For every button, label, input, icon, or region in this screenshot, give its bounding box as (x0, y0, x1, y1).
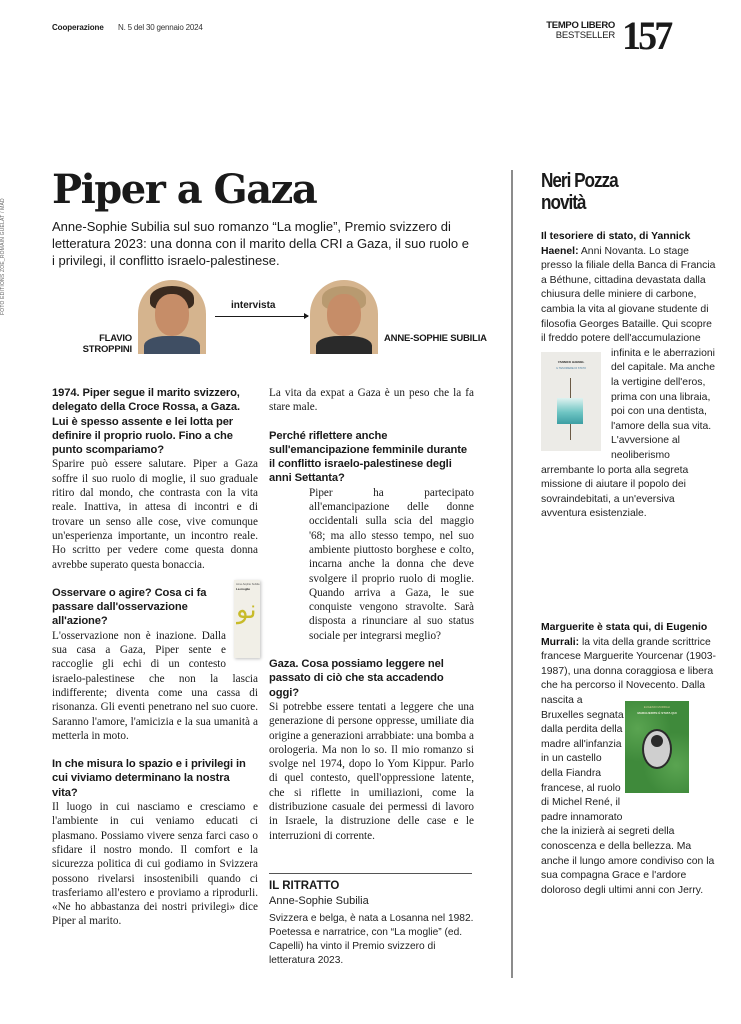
portrait-box-heading: IL RITRATTO (269, 880, 340, 892)
section-divider (269, 873, 472, 874)
answer-2: L'osservazione non è inazione. Dalla sua casa a Gaza, Piper sente e raccoglie gli echi di un contesto israelo-palestinese che non la lascia indifferente; diventa come una cassa di risonanza. Gli eventi penetrano nel suo cuore. Saranno l'amore, l'amicizia e la sua umanità a metterla in moto. (52, 629, 258, 742)
sidebar-rule (511, 170, 513, 978)
book-cover-title: IL TESORIERE DI STATO (556, 367, 586, 370)
book-cover-author: YANNICK HAENEL (557, 360, 585, 364)
book-cover-title: La moglie (236, 587, 251, 591)
book-1-text: Anni Novanta. Lo stage presso la filiale della Banca di Francia a Béthune, cittadina devastata dalla chiusura delle miniere di carbone, cambia la vita al giovane studente di filosofia Georges Bataille. Qui scopre il freddo potere dell'accumulazione infinita e le aberrazioni del capitale. Ma anche la vertigine dell'eros, prima con una libraia, poi con una dentista, l'amore della sua vita. L'avversione al neoliberismo arrembante lo porta alla segreta missione di aiutare il popolo dei sovraindebitati, a un'eversiva avventura esistenziale. (541, 245, 716, 520)
question-2: Osservare o agire? Cosa ci fa passare dall'osservazione all'azione? (52, 586, 207, 628)
book-cover-marguerite (625, 701, 689, 793)
interviewer-portrait (138, 280, 206, 354)
sidebar-title-line-1: Neri Pozza (541, 170, 618, 192)
portrait-box-text: Svizzera e belga, è nata a Losanna nel 1982. Poetessa e narratrice, con “La moglie” (ed. Capelli) ha vinto il Premio svizzero di letteratura 2023. (269, 913, 474, 966)
article-column-2 (269, 386, 474, 843)
photo-credit-text: FOTO EDITIONS ZOÉ_ROMAIN GUÉLAT / MAD (0, 198, 6, 315)
book-wrap-spacer (269, 542, 309, 654)
book-1-heading: Il tesoriere di stato, di Yannick Haenel: (541, 231, 691, 257)
article-title: Piper a Gaza (52, 166, 317, 213)
sidebar-title-line-2: novità (541, 192, 586, 214)
answer-1: Sparire può essere salutare. Piper a Gaza soffre il suo ruolo di moglie, il suo graduale ritiro dal mondo, che contrasta con la vita reale. Inattiva, in attesa di incontri e di trovare un senso alle cose, vive comunque un'esperienza importante, un incontro reale. Ho scritto per vedere come questa donna avrebbe superato questa bonaccia. (52, 458, 258, 571)
sidebar-title (541, 170, 618, 214)
portrait-face (327, 294, 361, 336)
portrait-shirt (316, 336, 372, 354)
book-cover-author: Anne-Sophie Subilia (236, 583, 260, 586)
interview-label: intervista (231, 300, 276, 311)
book-cover-tesoriere-di-stato (541, 352, 601, 451)
magazine-name: Cooperazione (52, 23, 104, 32)
question-4: Perché riflettere anche sull'emancipazione femminile durante il conflitto israelo-palestinese degli anni Settanta? (269, 429, 467, 485)
portrait-shirt (144, 336, 200, 354)
answer-5: Si potrebbe essere tentati a leggere che una generazione di persone oppresse, umiliate dia origine a generazioni arrabbiate: una bomba a orologeria. Ma non lo so. Il mio romanzo si svolge nel 1974, dopo lo Yom Kippur. Parlo di quel contesto, quell'oppressione latente, che si riflette in umiliazioni, come la distribuzione casuale dei permessi di lavoro in Israele, la distruzione delle case e le interruzioni di corrente. (269, 700, 475, 842)
article-column-1 (52, 386, 258, 929)
book-cover-la-moglie (234, 580, 260, 658)
book-2-heading: Marguerite è stata qui, di Eugenio Murrali: (541, 622, 708, 648)
interviewer-name: FLAVIO STROPPINI (82, 333, 132, 355)
question-1: 1974. Piper segue il marito svizzero, delegato della Croce Rossa, a Gaza. Lui è spesso assente e lei lotta per definire il proprio ruolo. Fino a che punto scompariamo? (52, 387, 241, 457)
interviewee-name: ANNE-SOPHIE SUBILIA (384, 333, 487, 344)
photo-credit (0, 175, 12, 315)
article-lead: Anne-Sophie Subilia sul suo romanzo “La moglie”, Premio svizzero di letteratura 2023: una donna con il marito della CRI a Gaza, il suo ruolo e i privilegi, il conflitto israelo-palestinese. (52, 219, 469, 268)
cover-portrait-oval (642, 729, 672, 769)
book-cover-author: EUGENIO MURRALI (643, 705, 671, 709)
question-3: In che misura lo spazio e i privilegi in cui viviamo determinano la nostra vita? (52, 758, 246, 799)
section-subtitle: BESTSELLER (555, 30, 615, 41)
book-cover-title: MARGUERITE È STATA QUI (637, 711, 677, 715)
arrow-right-icon (304, 313, 309, 319)
book-2-text: la vita della grande scrittrice francese Marguerite Yourcenar (1903-1987), una donna coraggiosa e libera che ha percorso il Novecento. Dalla nascita a Bruxelles segnata dalla perdita della madre all'infanzia in un castello della Fiandra francese, al ruolo di Michel René, il padre innamorato che la inizierà ai segreti della conoscenza e della bellezza. Ma anche il lungo amore condiviso con la sua compagna Grace e l'ardore doloroso degli ultimi anni con Jerry. (541, 636, 717, 896)
issue-info: N. 5 del 30 gennaio 2024 (118, 23, 203, 32)
interviewee-portrait (310, 280, 378, 354)
arrow-line (215, 316, 308, 317)
page-number: 157 (622, 13, 671, 58)
portrait-face (155, 294, 189, 336)
section-title: TEMPO LIBERO (546, 20, 615, 31)
cover-graphic-sea (557, 398, 583, 424)
section-label (546, 21, 615, 41)
answer-3-part-1: Il luogo in cui nasciamo e cresciamo e l'ambiente in cui veniamo educati ci plasmano. Possiamo vivere senza farci caso o sfidare il nostro mondo. Il comfort e la sicurezza politica di cui godiamo in Svizzera possono rivelarsi insostenibili quando ci trasferiamo all'estero e proviamo a riprodurli. «Ne ho abbastanza dei nostri privilegi» dice Piper al marito. (52, 801, 258, 928)
answer-4: Piper ha partecipato all'emancipazione delle donne occidentali sulla scia del maggio '68; ma allo stesso tempo, nel suo ambiente piuttosto borghese e colto, incarna anche la donna che deve svolgere il proprio ruolo di moglie. Quando arriva a Gaza, le sue conquiste vengono stravolte. Sarà disposta a rinunciare al suo status sociale per integrarsi meglio? (309, 486, 474, 642)
calligraphy-graphic: نو (236, 596, 257, 625)
answer-3-part-2: La vita da expat a Gaza è un peso che la fa stare male. (269, 387, 474, 414)
question-5: Gaza. Cosa possiamo leggere nel passato di ciò che sta accadendo oggi? (269, 658, 444, 699)
portrait-box-name: Anne-Sophie Subilia (269, 895, 369, 907)
